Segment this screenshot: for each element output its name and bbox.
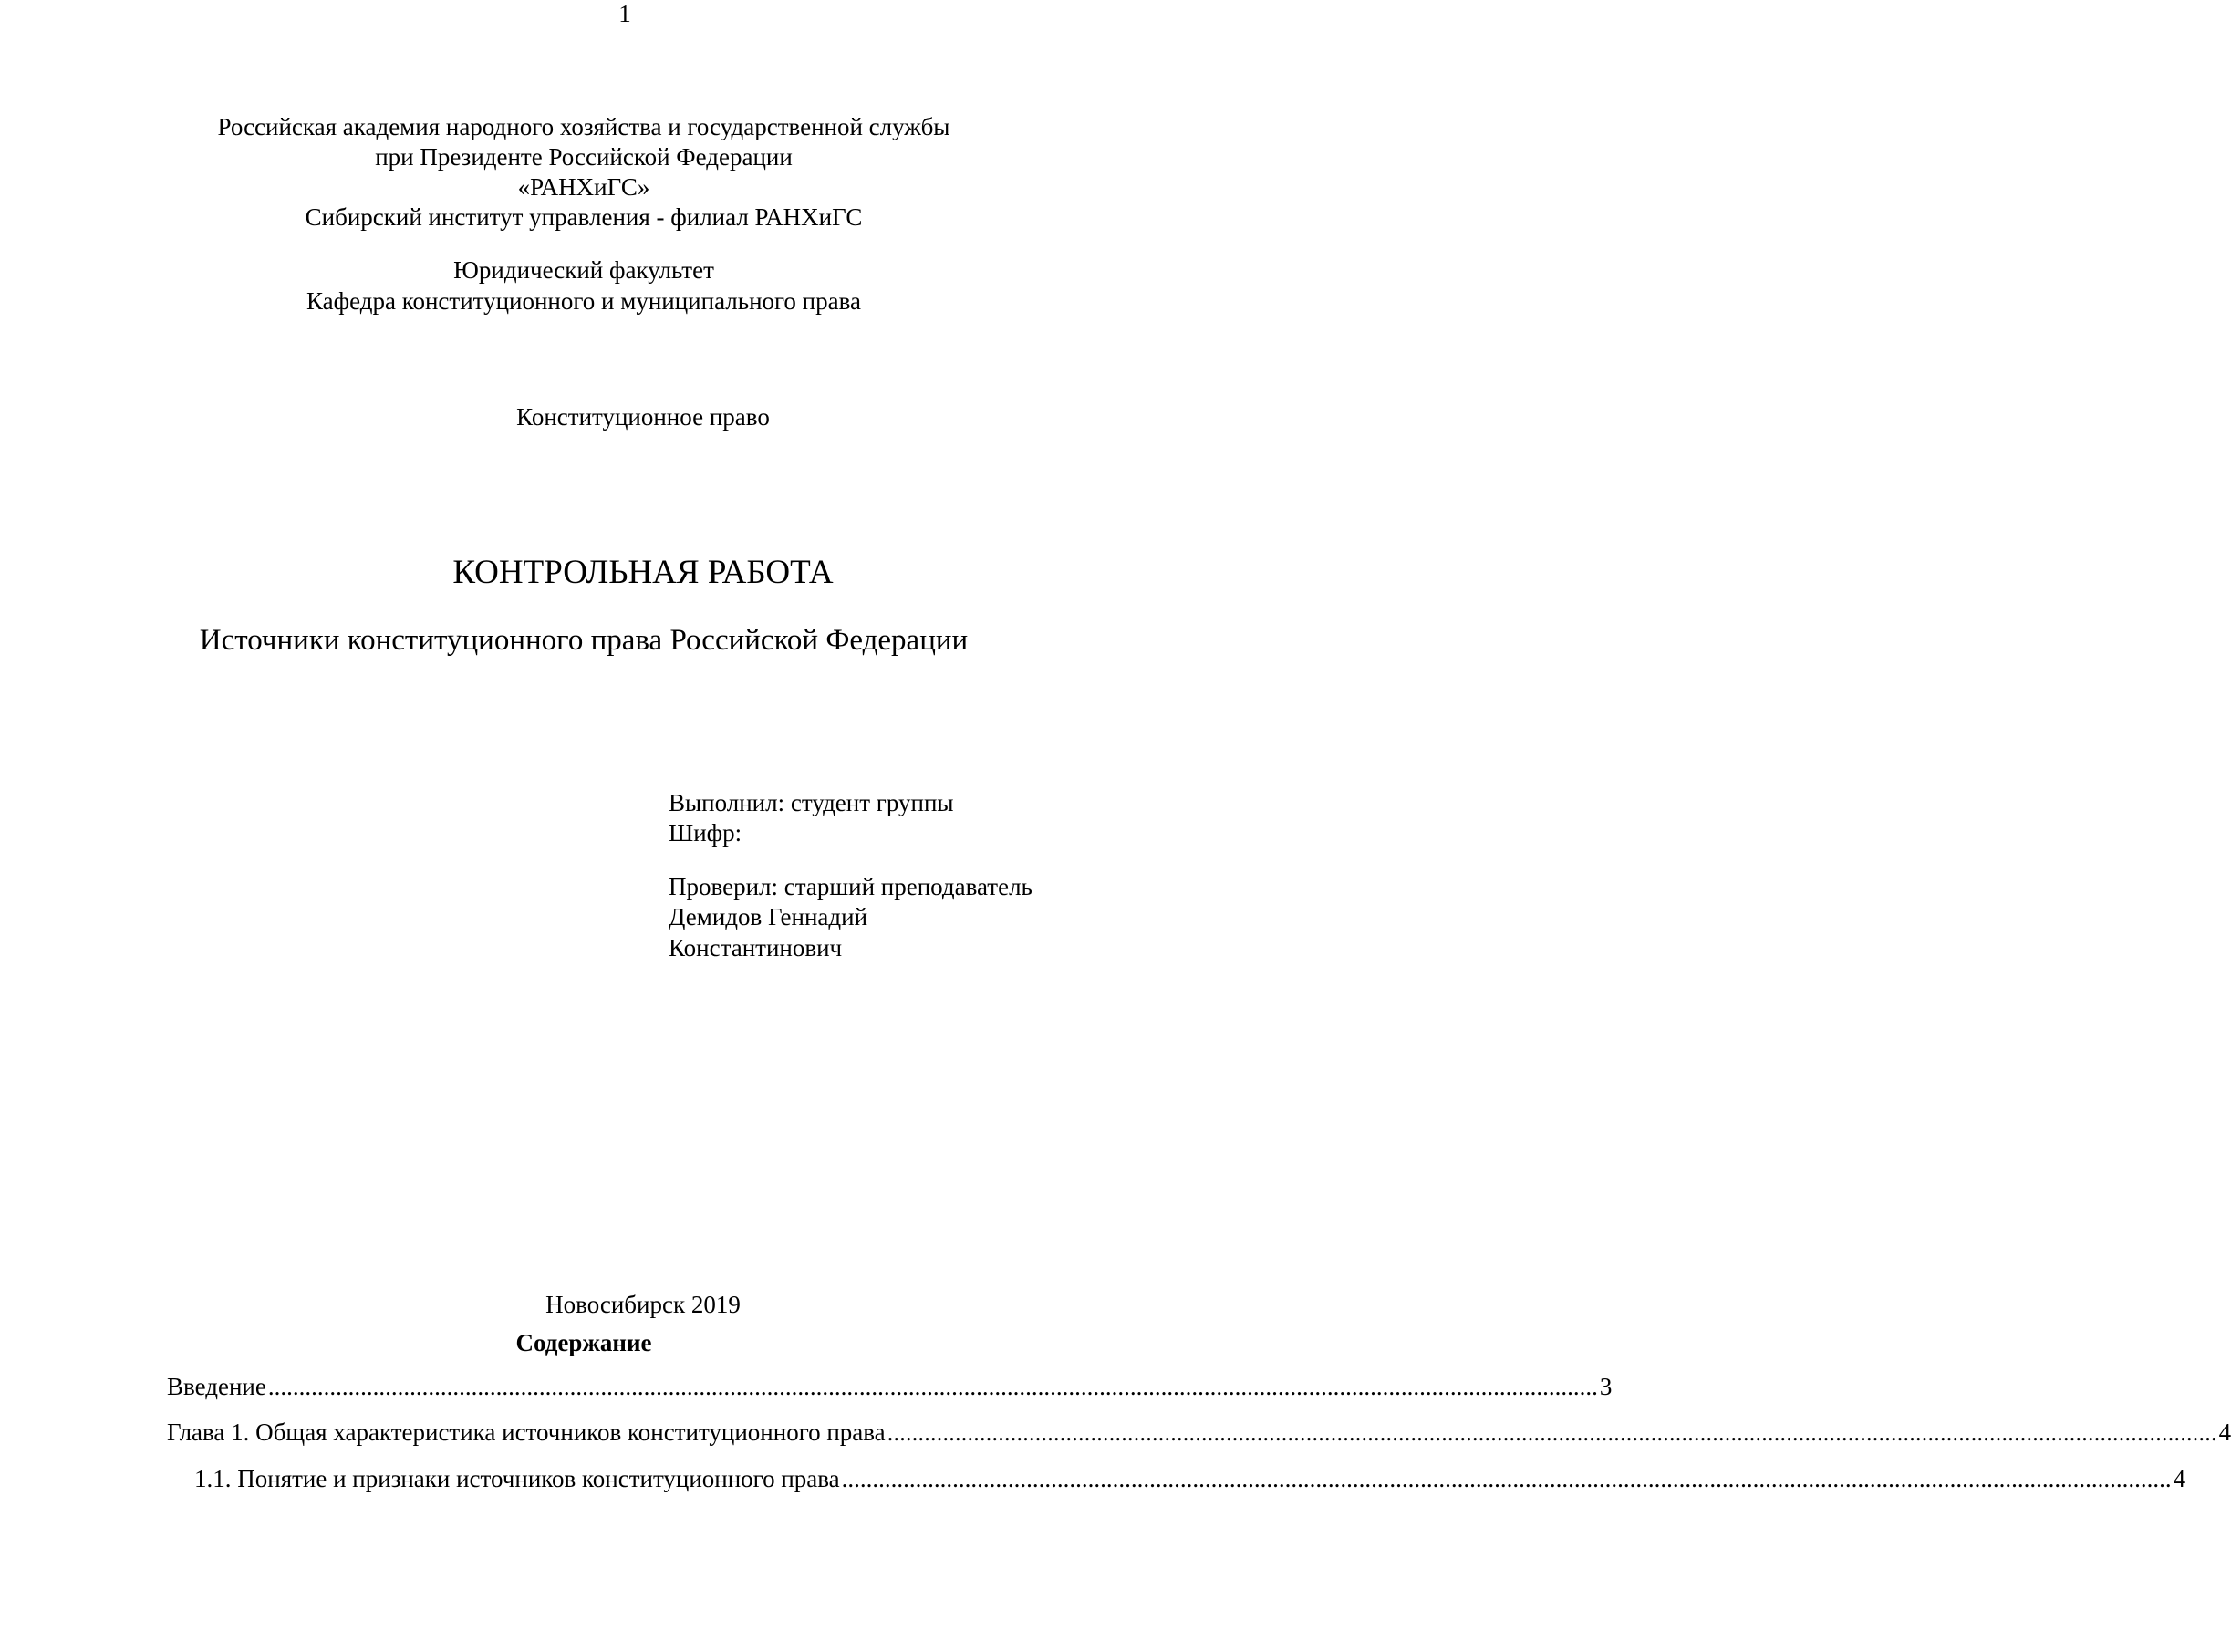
page-number: 1 [618,0,631,27]
toc-leader-dots: ........................................................................................................................................................................................................................ [267,1373,1598,1400]
work-type-title: КОНТРОЛЬНАЯ РАБОТА [452,554,834,591]
performed-by: Выполнил: студент группы [669,789,954,816]
university-abbreviation: «РАНХиГС» [517,173,650,201]
toc-entry [167,1373,1613,1401]
city-year: Новосибирск 2019 [545,1291,741,1318]
work-topic: Источники конституционного права Российской Федерации [199,624,969,657]
toc-entry-title: Введение [167,1373,266,1400]
institute-name: Сибирский институт управления - филиал РАНХиГС [305,203,863,231]
department-name: Кафедра конституционного и муниципального права [306,287,861,315]
examiner-name-line-2: Константинович [669,934,843,961]
toc-entry [167,1418,2231,1447]
subject-name: Конституционное право [516,403,770,431]
toc-entry [194,1465,2186,1493]
checked-by: Проверил: старший преподаватель [669,873,1032,900]
toc-leader-dots: ........................................................................................................................................................................................................................ [841,1465,2172,1492]
toc-entry-page: 4 [2173,1465,2186,1492]
university-name-line-2: при Президенте Российской Федерации [375,143,793,171]
toc-entry-title: 1.1. Понятие и признаки источников конституционного права [194,1465,840,1492]
examiner-name-line-1: Демидов Геннадий [669,903,868,930]
cipher-code: Шифр: [669,819,742,847]
toc-leader-dots: ........................................................................................................................................................................................................................ [887,1418,2217,1446]
university-name-line-1: Российская академия народного хозяйства и государственной службы [217,113,950,140]
toc-heading: Содержание [515,1329,652,1356]
toc-entry-page: 4 [2218,1418,2231,1446]
toc-entry-title: Глава 1. Общая характеристика источников конституционного права [167,1418,886,1446]
toc-entry-page: 3 [1599,1373,1613,1400]
faculty-name: Юридический факультет [453,256,714,284]
